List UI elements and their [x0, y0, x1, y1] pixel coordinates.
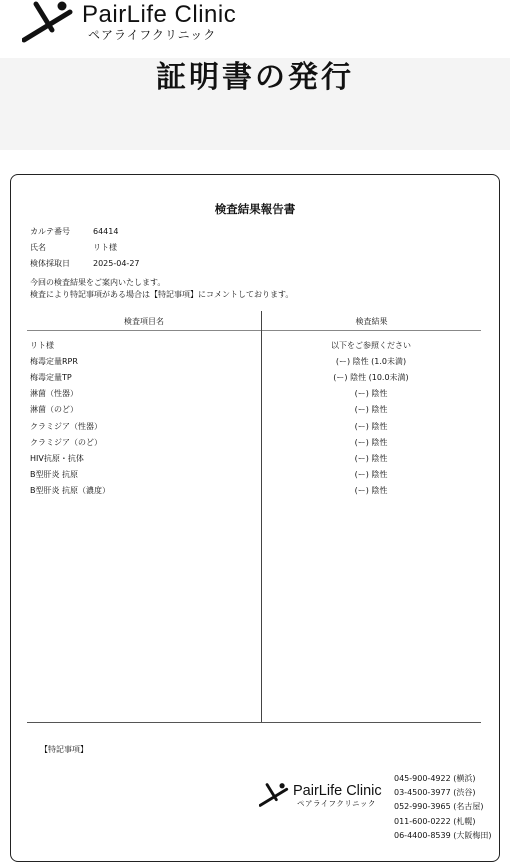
report-title: 検査結果報告書 [214, 202, 296, 216]
meta-label: カルテ番号 [30, 226, 70, 236]
phone-number[interactable]: 045-900-4922 (横浜) [394, 773, 476, 783]
meta-label: 検体採取日 [30, 258, 70, 268]
table-row [30, 434, 481, 450]
test-name: B型肝炎 抗原 [30, 470, 79, 480]
column-header-result: 検査結果 [355, 317, 388, 326]
table-bottom-divider [27, 722, 481, 723]
test-result: (ー) 陰性 [354, 437, 388, 447]
test-result: (ー) 陰性 (1.0未満) [335, 356, 407, 366]
clinic-logo[interactable] [22, 0, 236, 44]
test-name: リト様 [30, 340, 54, 350]
test-name: 淋菌（性器） [30, 389, 78, 399]
test-name: クラミジア（性器） [30, 421, 102, 431]
patient-info [30, 223, 140, 271]
footer-logo-wordmark-ja: ペアライフクリニック [297, 798, 376, 808]
meta-value: リト様 [93, 242, 117, 252]
meta-value: 2025-04-27 [93, 258, 140, 268]
pairlife-logo-mark-icon [22, 0, 74, 44]
meta-value: 64414 [93, 226, 119, 236]
test-name: 梅毒定量TP [30, 372, 72, 382]
logo-wordmark-en: PairLife Clinic [82, 1, 237, 28]
meta-label: 氏名 [30, 242, 46, 252]
test-result: (ー) 陰性 (10.0未満) [333, 372, 409, 382]
test-name: 淋菌（のど） [30, 405, 78, 415]
test-result: (ー) 陰性 [354, 470, 388, 480]
test-name: 梅毒定量RPR [30, 356, 78, 366]
meta-row-collection-date [30, 255, 140, 271]
test-name: クラミジア（のど） [30, 437, 102, 447]
test-name: B型肝炎 抗原（濃度） [30, 486, 111, 496]
test-result: (ー) 陰性 [354, 486, 388, 496]
footer-logo-wordmark-en: PairLife Clinic [293, 782, 382, 799]
phone-number[interactable]: 03-4500-3977 (渋谷) [394, 788, 476, 798]
test-result: 以下をご参照ください [331, 340, 411, 350]
clinic-phone-list [394, 771, 491, 843]
table-row [30, 353, 481, 369]
report-notice [30, 277, 293, 301]
phone-number[interactable]: 052-990-3965 (名古屋) [394, 802, 484, 812]
site-header [0, 0, 510, 58]
phone-number[interactable]: 06-4400-8539 (大阪梅田) [394, 831, 492, 841]
table-row [30, 467, 481, 483]
test-result: (ー) 陰性 [354, 389, 388, 399]
table-row [30, 337, 481, 353]
page-title: 証明書の発行 [156, 60, 354, 95]
table-row [30, 418, 481, 434]
test-name: HIV抗原・抗体 [30, 453, 84, 463]
phone-number[interactable]: 011-600-0222 (札幌) [394, 816, 476, 826]
test-result: (ー) 陰性 [354, 421, 388, 431]
footer-clinic-logo [259, 781, 382, 809]
meta-row-name [30, 239, 140, 255]
column-header-item: 検査項目名 [124, 317, 164, 326]
logo-wordmark-ja: ペアライフクリニック [88, 28, 217, 42]
notice-line: 今回の検査結果をご案内いたします。 [30, 278, 166, 287]
pairlife-logo-mark-icon [259, 781, 289, 809]
notice-line: 検査により特記事項がある場合は【特記事項】にコメントしております。 [30, 290, 294, 299]
table-header-divider [27, 330, 481, 331]
table-row [30, 483, 481, 499]
meta-row-chart-number [30, 223, 140, 239]
table-row [30, 450, 481, 466]
special-notes-label: 【特記事項】 [40, 745, 88, 754]
table-row [30, 369, 481, 385]
test-result-report [10, 174, 500, 862]
test-result: (ー) 陰性 [354, 453, 388, 463]
table-row [30, 402, 481, 418]
table-row [30, 386, 481, 402]
result-table [30, 337, 481, 499]
test-result: (ー) 陰性 [354, 405, 388, 415]
